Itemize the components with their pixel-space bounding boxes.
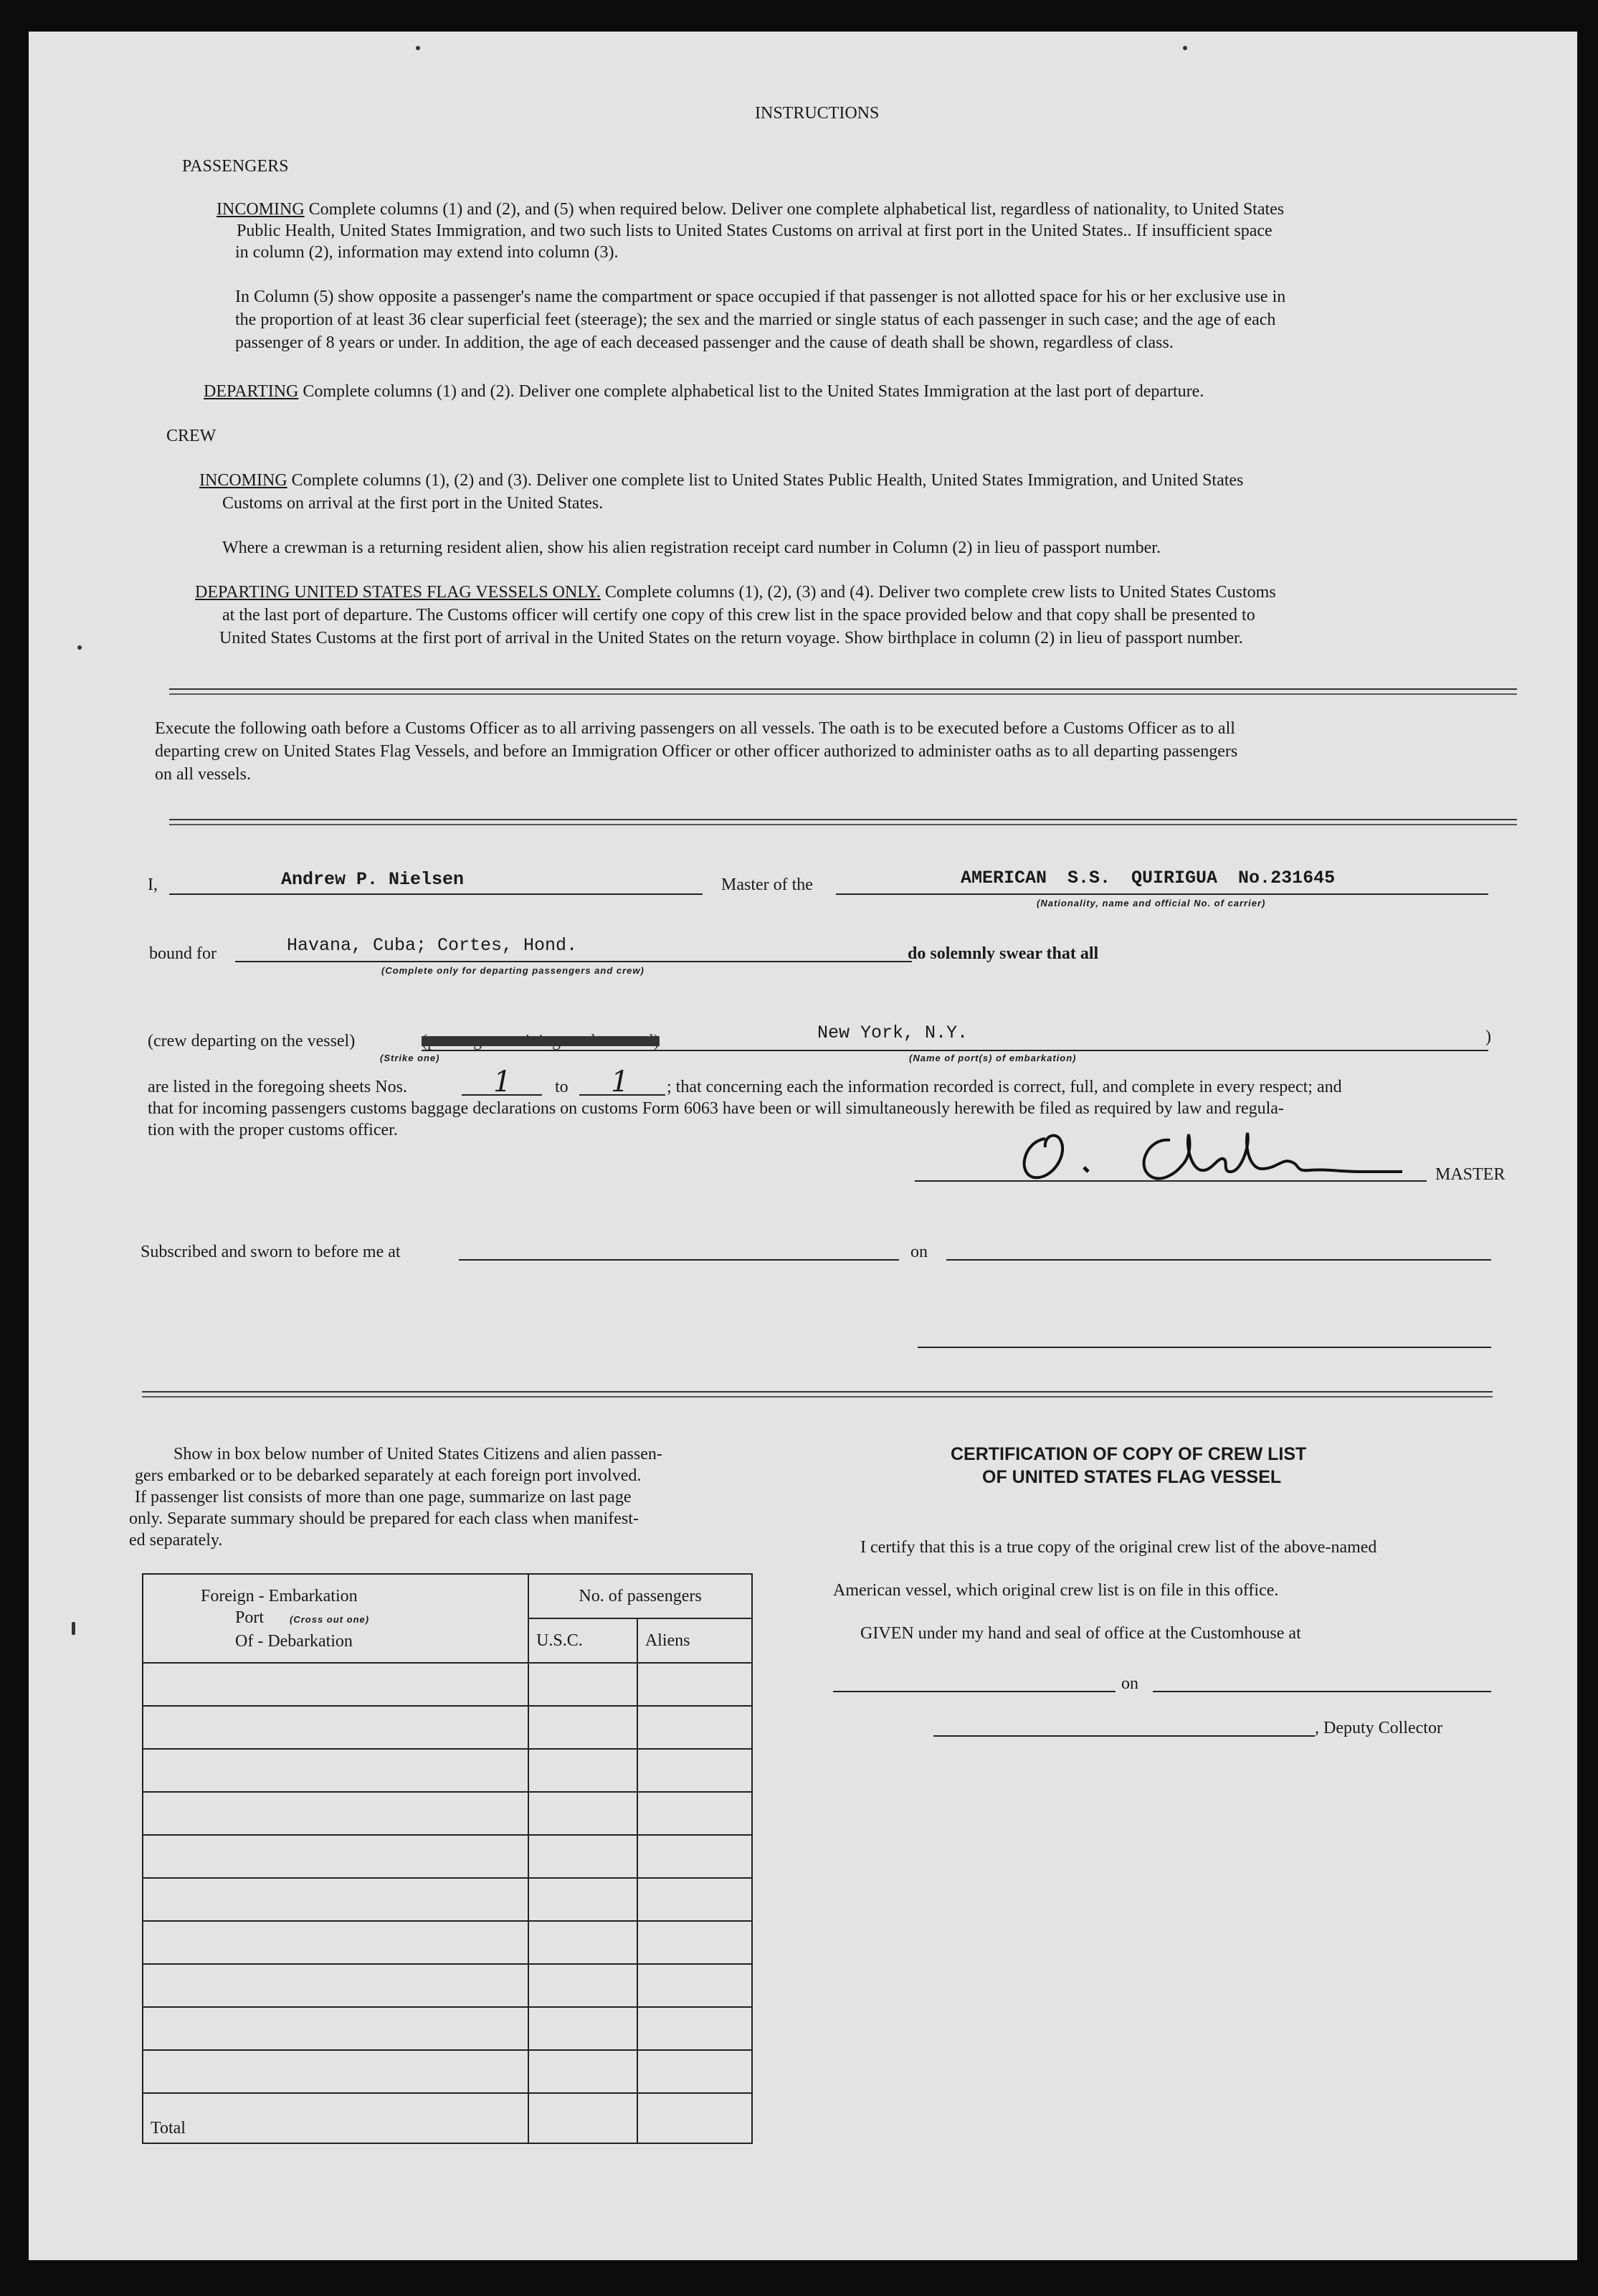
port-caption: (Name of port(s) of embarkation) bbox=[909, 1053, 1077, 1063]
scan-mark bbox=[77, 645, 82, 650]
table-row bbox=[143, 1663, 752, 1706]
port-column-header bbox=[143, 1574, 528, 1663]
port-cell[interactable] bbox=[143, 1663, 528, 1706]
aliens-column-header: Aliens bbox=[637, 1618, 752, 1663]
aliens-cell[interactable] bbox=[637, 1706, 752, 1749]
divider bbox=[169, 819, 1517, 825]
aliens-cell[interactable] bbox=[637, 1921, 752, 1964]
subscribed-officer-line[interactable] bbox=[918, 1347, 1491, 1348]
port-header-line-2 bbox=[201, 1607, 520, 1631]
master-label: MASTER bbox=[1435, 1165, 1506, 1184]
usc-cell[interactable] bbox=[528, 1706, 637, 1749]
scan-mark bbox=[416, 46, 420, 50]
oath-intro-3: on all vessels. bbox=[155, 765, 251, 784]
strike-caption: (Strike one) bbox=[380, 1053, 440, 1063]
port-header-port: Port bbox=[235, 1608, 265, 1627]
usc-cell[interactable] bbox=[528, 1878, 637, 1921]
subscribed-date-line[interactable] bbox=[946, 1259, 1491, 1261]
instructions-heading: INSTRUCTIONS bbox=[755, 104, 880, 123]
crew-departing-text-2: at the last port of departure. The Customs officer will certify one copy of this crew list in the space provided below and that copy shall be presented to bbox=[222, 606, 1255, 625]
struck-passengers-text: (passengers arriving on the vessel) bbox=[422, 1032, 660, 1050]
crew-departing bbox=[195, 581, 1276, 604]
crew-departing-vessel-label: (crew departing on the vessel) bbox=[148, 1032, 356, 1050]
deputy-collector-label: , Deputy Collector bbox=[1315, 1719, 1442, 1737]
divider bbox=[169, 688, 1517, 695]
crew-incoming bbox=[199, 469, 1243, 492]
port-header-line-1: Foreign - Embarkation bbox=[201, 1586, 358, 1605]
listed-text: ; that concerning each the information recorded is correct, full, and complete in every respect; and bbox=[667, 1078, 1342, 1096]
subscribed-label: Subscribed and sworn to before me at bbox=[141, 1243, 401, 1261]
table-row bbox=[143, 1878, 752, 1921]
column5-text-2: the proportion of at least 36 clear superficial feet (steerage); the sex and the married or single status of each passenger in such case; and the age of each bbox=[235, 310, 1276, 329]
crew-departing-label: DEPARTING UNITED STATES FLAG VESSELS ONLY. bbox=[195, 583, 601, 602]
oath-intro-1: Execute the following oath before a Customs Officer as to all arriving passengers on all vessels. The oath is to be executed before a Customs Officer as to all bbox=[155, 719, 1235, 738]
aliens-cell[interactable] bbox=[637, 2050, 752, 2093]
form-page bbox=[29, 32, 1577, 2260]
passengers-incoming-label: INCOMING bbox=[217, 200, 305, 219]
port-field[interactable]: New York, N.Y. bbox=[817, 1023, 969, 1043]
usc-cell[interactable] bbox=[528, 1792, 637, 1835]
bound-for-field[interactable]: Havana, Cuba; Cortes, Hond. bbox=[287, 935, 578, 956]
i-label: I, bbox=[148, 876, 158, 894]
aliens-cell[interactable] bbox=[637, 2007, 752, 2050]
divider bbox=[142, 1391, 1493, 1398]
subscribed-place-line[interactable] bbox=[459, 1259, 899, 1261]
sheet-to-field[interactable]: 1 bbox=[611, 1066, 629, 1099]
sheet-from-field[interactable]: 1 bbox=[493, 1066, 512, 1099]
passengers-departing bbox=[204, 380, 1204, 403]
port-header-cross-out: (Cross out one) bbox=[290, 1613, 370, 1625]
port-cell[interactable] bbox=[143, 1964, 528, 2007]
table-row bbox=[143, 1964, 752, 2007]
crew-departing-text-3: United States Customs at the first port of arrival in the United States on the return voyage. Show birthplace in column (2) in lieu of passport number. bbox=[219, 629, 1243, 647]
vessel-line bbox=[836, 893, 1488, 895]
passengers-incoming-text: Complete columns (1) and (2), and (5) when required below. Deliver one complete alphabetical list, regardless of nationality, to United States bbox=[308, 200, 1285, 219]
subscribed-on-label: on bbox=[910, 1243, 928, 1261]
crew-title: CREW bbox=[166, 427, 217, 445]
crew-departing-text: Complete columns (1), (2), (3) and (4). Deliver two complete crew lists to United States Customs bbox=[604, 583, 1276, 602]
vessel-caption: (Nationality, name and official No. of carrier) bbox=[1037, 898, 1266, 909]
swear-text: do solemnly swear that all bbox=[908, 944, 1099, 963]
certification-on-label: on bbox=[1121, 1674, 1138, 1693]
master-name-line bbox=[169, 893, 703, 895]
passengers-incoming-text-2: Public Health, United States Immigration, and two such lists to United States Customs on arrival at first port in the United States.. If insufficient space bbox=[237, 222, 1273, 240]
port-header-line-3: Of - Debarkation bbox=[235, 1631, 353, 1651]
port-cell[interactable] bbox=[143, 1706, 528, 1749]
usc-cell[interactable] bbox=[528, 1749, 637, 1792]
usc-cell[interactable] bbox=[528, 1663, 637, 1706]
aliens-cell[interactable] bbox=[637, 1663, 752, 1706]
vessel-field[interactable]: AMERICAN S.S. QUIRIGUA No.231645 bbox=[961, 868, 1336, 888]
total-aliens-cell[interactable] bbox=[637, 2093, 752, 2143]
passengers-departing-text: Complete columns (1) and (2). Deliver one complete alphabetical list to the United States Immigration at the last port of departure. bbox=[303, 382, 1204, 401]
port-cell[interactable] bbox=[143, 1835, 528, 1878]
master-signature bbox=[1004, 1119, 1405, 1187]
usc-cell[interactable] bbox=[528, 1921, 637, 1964]
usc-cell[interactable] bbox=[528, 1835, 637, 1878]
certification-given-text: GIVEN under my hand and seal of office at the Customhouse at bbox=[860, 1624, 1301, 1643]
port-cell[interactable] bbox=[143, 1878, 528, 1921]
certification-text-2: American vessel, which original crew list is on file in this office. bbox=[833, 1581, 1279, 1600]
total-row bbox=[143, 2093, 752, 2143]
table-row bbox=[143, 1921, 752, 1964]
table-row bbox=[143, 1792, 752, 1835]
passengers-departing-label: DEPARTING bbox=[204, 382, 299, 401]
crew-resident-text: Where a crewman is a returning resident alien, show his alien registration receipt card number in Column (2) in lieu of passport number. bbox=[222, 539, 1161, 557]
usc-cell[interactable] bbox=[528, 2050, 637, 2093]
baggage-text-2: tion with the proper customs officer. bbox=[148, 1121, 398, 1139]
bound-line bbox=[235, 961, 912, 962]
usc-cell[interactable] bbox=[528, 2007, 637, 2050]
summary-text-1: Show in box below number of United States Citizens and alien passen- bbox=[173, 1445, 662, 1464]
crew-incoming-text-2: Customs on arrival at the first port in the United States. bbox=[222, 494, 604, 513]
port-cell[interactable] bbox=[143, 1921, 528, 1964]
summary-text-2: gers embarked or to be debarked separately at each foreign port involved. bbox=[135, 1466, 642, 1485]
usc-cell[interactable] bbox=[528, 1964, 637, 2007]
listed-label: are listed in the foregoing sheets Nos. bbox=[148, 1078, 407, 1096]
passengers-incoming-text-3: in column (2), information may extend into column (3). bbox=[235, 243, 619, 262]
bound-label: bound for bbox=[149, 944, 217, 963]
close-paren: ) bbox=[1485, 1028, 1491, 1046]
master-name-field[interactable]: Andrew P. Nielsen bbox=[281, 869, 465, 890]
summary-text-5: ed separately. bbox=[129, 1531, 223, 1550]
aliens-cell[interactable] bbox=[637, 1749, 752, 1792]
summary-text-3: If passenger list consists of more than one page, summarize on last page bbox=[135, 1488, 632, 1507]
table-row bbox=[143, 1835, 752, 1878]
total-usc-cell[interactable] bbox=[528, 2093, 637, 2143]
passengers-title: PASSENGERS bbox=[182, 157, 289, 176]
column5-text-1: In Column (5) show opposite a passenger's name the compartment or space occupied if that passenger is not allotted space for his or her exclusive use in bbox=[235, 288, 1286, 306]
aliens-cell[interactable] bbox=[637, 1878, 752, 1921]
column5-text-3: passenger of 8 years or under. In addition, the age of each deceased passenger and the cause of death shall be shown, regardless of class. bbox=[235, 333, 1174, 352]
certification-date-line[interactable] bbox=[1153, 1691, 1491, 1692]
deputy-collector-line[interactable] bbox=[933, 1735, 1315, 1737]
scan-mark bbox=[1183, 46, 1187, 50]
scan-mark bbox=[72, 1622, 75, 1635]
passenger-summary-table bbox=[142, 1573, 753, 2144]
certification-title-2: OF UNITED STATES FLAG VESSEL bbox=[982, 1467, 1282, 1487]
passengers-column-header: No. of passengers bbox=[528, 1574, 752, 1618]
port-cell[interactable] bbox=[143, 1792, 528, 1835]
certification-place-line[interactable] bbox=[833, 1691, 1116, 1692]
aliens-cell[interactable] bbox=[637, 1835, 752, 1878]
usc-column-header: U.S.C. bbox=[528, 1618, 637, 1663]
crew-incoming-label: INCOMING bbox=[199, 471, 287, 490]
table-row bbox=[143, 1749, 752, 1792]
port-cell[interactable] bbox=[143, 2007, 528, 2050]
table-row bbox=[143, 1706, 752, 1749]
port-cell[interactable] bbox=[143, 1749, 528, 1792]
oath-intro-2: departing crew on United States Flag Vessels, and before an Immigration Officer or other officer authorized to administer oaths as to all departing passengers bbox=[155, 742, 1238, 761]
passengers-incoming bbox=[217, 198, 1284, 221]
aliens-cell[interactable] bbox=[637, 1792, 752, 1835]
total-label: Total bbox=[143, 2093, 528, 2143]
table-row bbox=[143, 2050, 752, 2093]
port-line bbox=[422, 1050, 1488, 1051]
certification-title-1: CERTIFICATION OF COPY OF CREW LIST bbox=[951, 1444, 1307, 1464]
crew-incoming-text: Complete columns (1), (2) and (3). Deliver one complete list to United States Public Health, United States Immigration, and United States bbox=[291, 471, 1244, 490]
bound-caption: (Complete only for departing passengers and crew) bbox=[381, 965, 645, 976]
port-cell[interactable] bbox=[143, 2050, 528, 2093]
to-label: to bbox=[555, 1078, 569, 1096]
certification-text-1: I certify that this is a true copy of the original crew list of the above-named bbox=[860, 1538, 1377, 1557]
table-row bbox=[143, 2007, 752, 2050]
aliens-cell[interactable] bbox=[637, 1964, 752, 2007]
master-of-label: Master of the bbox=[721, 876, 813, 894]
baggage-text-1: that for incoming passengers customs baggage declarations on customs Form 6063 have been or will simultaneously herewith be filed as required by law and regula- bbox=[148, 1099, 1284, 1118]
summary-text-4: only. Separate summary should be prepared for each class when manifest- bbox=[129, 1509, 639, 1528]
table-header-row bbox=[143, 1574, 752, 1618]
